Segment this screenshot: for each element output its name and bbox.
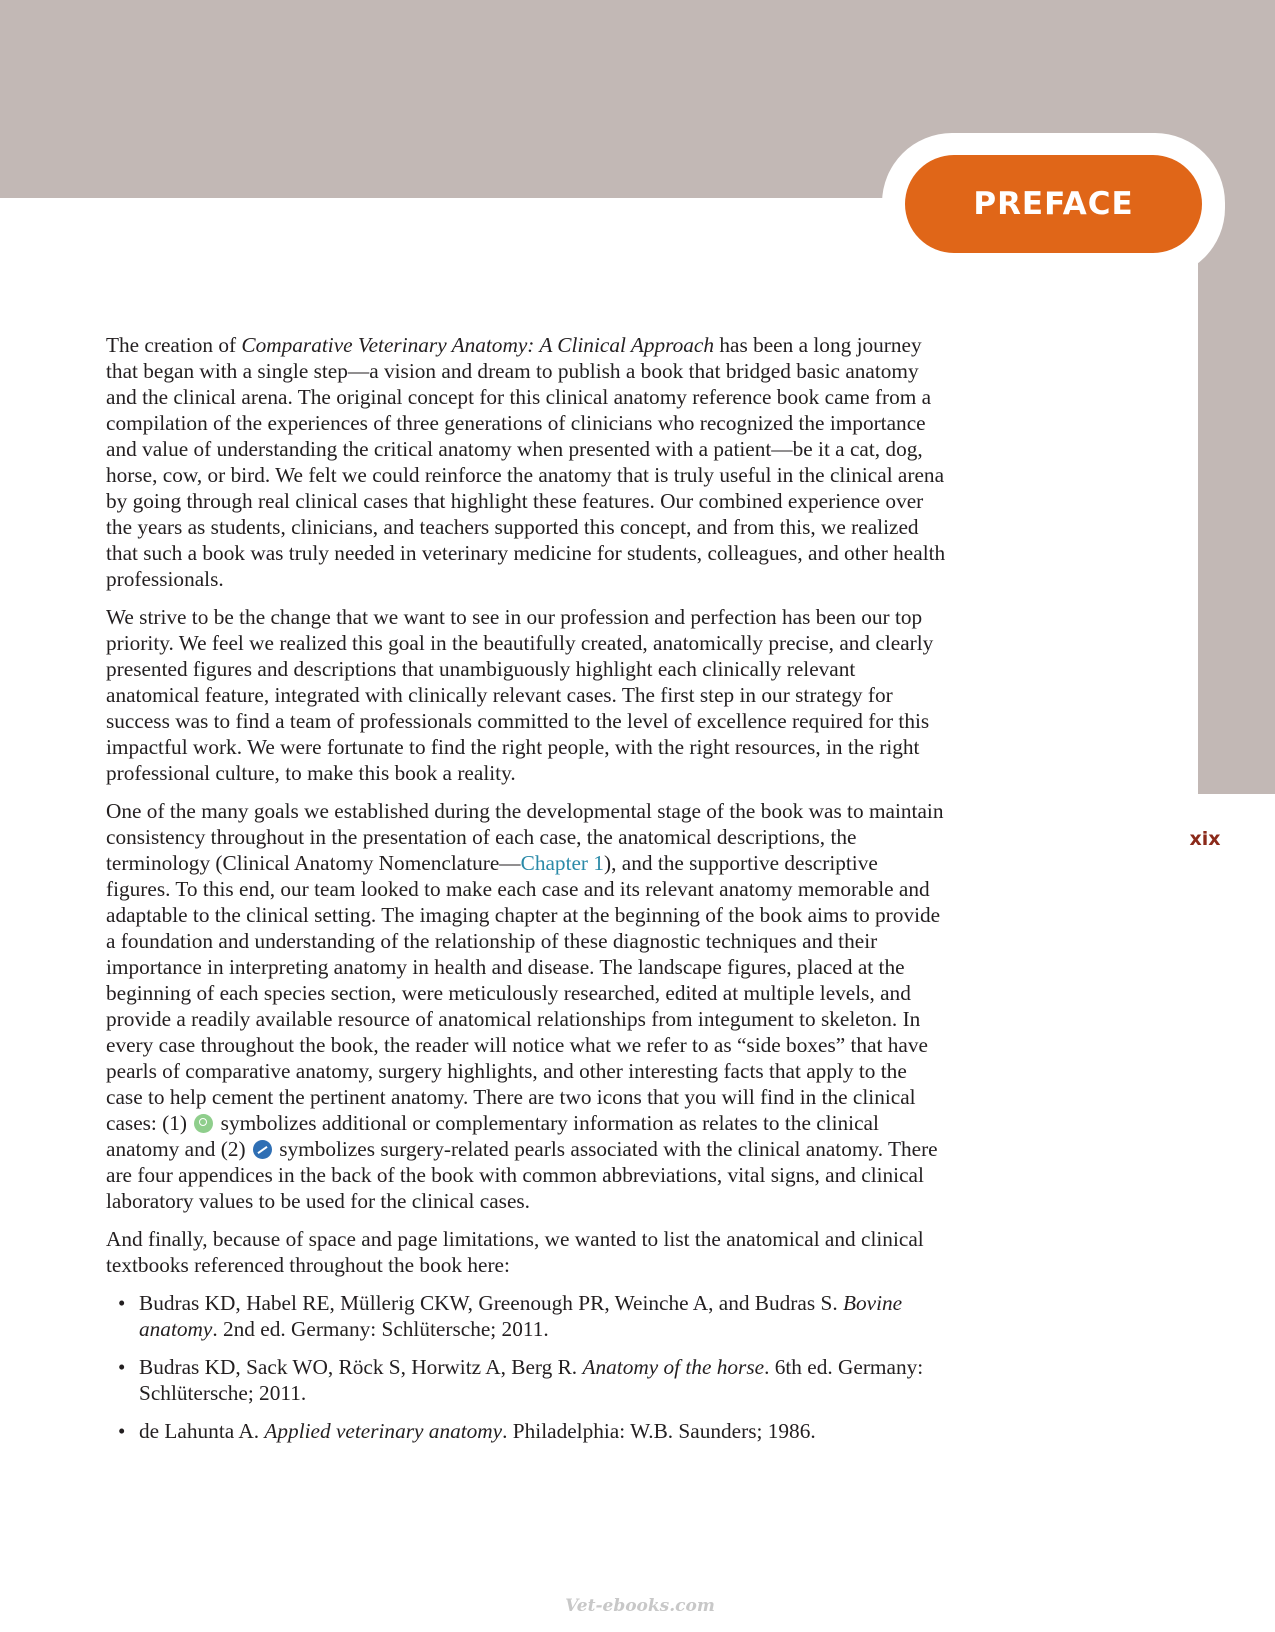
reference-title: Bovine anatomy bbox=[139, 1291, 903, 1341]
paragraph-text: symbolizes surgery-related pearls associated with the clinical anatomy. There are four appendices in the back of the book with common abbreviations, vital signs, and clinical laboratory values to be used for the clinical cases. bbox=[106, 1137, 938, 1213]
reference-details: . 6th ed. Germany: Schlütersche; 2011. bbox=[139, 1355, 924, 1405]
watermark-logo: Vet-ebooks.com bbox=[565, 1596, 715, 1616]
section-title: PREFACE bbox=[973, 186, 1134, 222]
chapter-1-link[interactable]: Chapter 1 bbox=[520, 851, 604, 875]
preface-body bbox=[106, 332, 946, 1456]
book-title: Comparative Veterinary Anatomy: A Clinical Approach bbox=[241, 333, 715, 357]
magnifier-info-icon bbox=[194, 1114, 213, 1133]
paragraph-text: One of the many goals we established during the developmental stage of the book was to maintain consistency throughout in the presentation of each case, the anatomical descriptions, the terminology (Clinical Anatomy Nomenclature— bbox=[106, 799, 944, 875]
reference-title: Applied veterinary anatomy bbox=[264, 1419, 503, 1443]
page-number: xix bbox=[1189, 828, 1221, 850]
paragraph-text: ), and the supportive descriptive figures. To this end, our team looked to make each case and its relevant anatomy memorable and adaptable to the clinical setting. The imaging chapter at the beginning of the book aims to provide a foundation and understanding of the relationship of these diagnostic techniques and their importance in interpreting anatomy in health and disease. The landscape figures, placed at the beginning of each species section, were meticulously researched, edited at multiple levels, and provide a readily available resource of anatomical relationships from integument to skeleton. In every case throughout the book, the reader will notice what we refer to as “side boxes” that have pearls of comparative anatomy, surgery highlights, and other interesting facts that apply to the case to help cement the pertinent anatomy. There are two icons that you will find in the clinical cases: (1) bbox=[106, 851, 941, 1135]
section-tab bbox=[905, 155, 1202, 253]
side-band bbox=[1198, 198, 1275, 794]
reference-authors: Budras KD, Sack WO, Röck S, Horwitz A, Berg R. bbox=[139, 1355, 583, 1379]
reference-list bbox=[106, 1290, 946, 1444]
paragraph-text: The creation of bbox=[106, 333, 242, 357]
paragraph-1 bbox=[106, 332, 946, 592]
reference-authors: de Lahunta A. bbox=[139, 1419, 265, 1443]
reference-item bbox=[106, 1290, 946, 1342]
reference-authors: Budras KD, Habel RE, Müllerig CKW, Greenough PR, Weinche A, and Budras S. bbox=[139, 1291, 843, 1315]
paragraph-3 bbox=[106, 798, 946, 1214]
reference-title: Anatomy of the horse bbox=[582, 1355, 765, 1379]
paragraph-text: symbolizes additional or complementary information as relates to the clinical anatomy and (2) bbox=[106, 1111, 879, 1161]
reference-item bbox=[106, 1354, 946, 1406]
paragraph-4: And finally, because of space and page limitations, we wanted to list the anatomical and clinical textbooks referenced throughout the book here: bbox=[106, 1227, 924, 1277]
reference-details: . Philadelphia: W.B. Saunders; 1986. bbox=[502, 1419, 816, 1443]
reference-item bbox=[106, 1418, 946, 1444]
paragraph-text: has been a long journey that began with a single step—a vision and dream to publish a book that bridged basic anatomy and the clinical arena. The original concept for this clinical anatomy reference book came from a compilation of the experiences of three generations of clinicians who recognized the importance and value of understanding the critical anatomy when presented with a patient—be it a cat, dog, horse, cow, or bird. We felt we could reinforce the anatomy that is truly useful in the clinical arena by going through real clinical cases that highlight these features. Our combined experience over the years as students, clinicians, and teachers supported this concept, and from this, we realized that such a book was truly needed in veterinary medicine for students, colleagues, and other health professionals. bbox=[106, 333, 946, 591]
paragraph-2: We strive to be the change that we want to see in our profession and perfection has been our top priority. We feel we realized this goal in the beautifully created, anatomically precise, and clearly presented figures and descriptions that unambiguously highlight each clinically relevant anatomical feature, integrated with clinically relevant cases. The first step in our strategy for success was to find a team of professionals committed to the level of excellence required for this impactful work. We were fortunate to find the right people, with the right resources, in the right professional culture, to make this book a reality. bbox=[106, 605, 934, 785]
reference-details: . 2nd ed. Germany: Schlütersche; 2011. bbox=[212, 1317, 549, 1341]
scalpel-icon bbox=[253, 1140, 272, 1159]
